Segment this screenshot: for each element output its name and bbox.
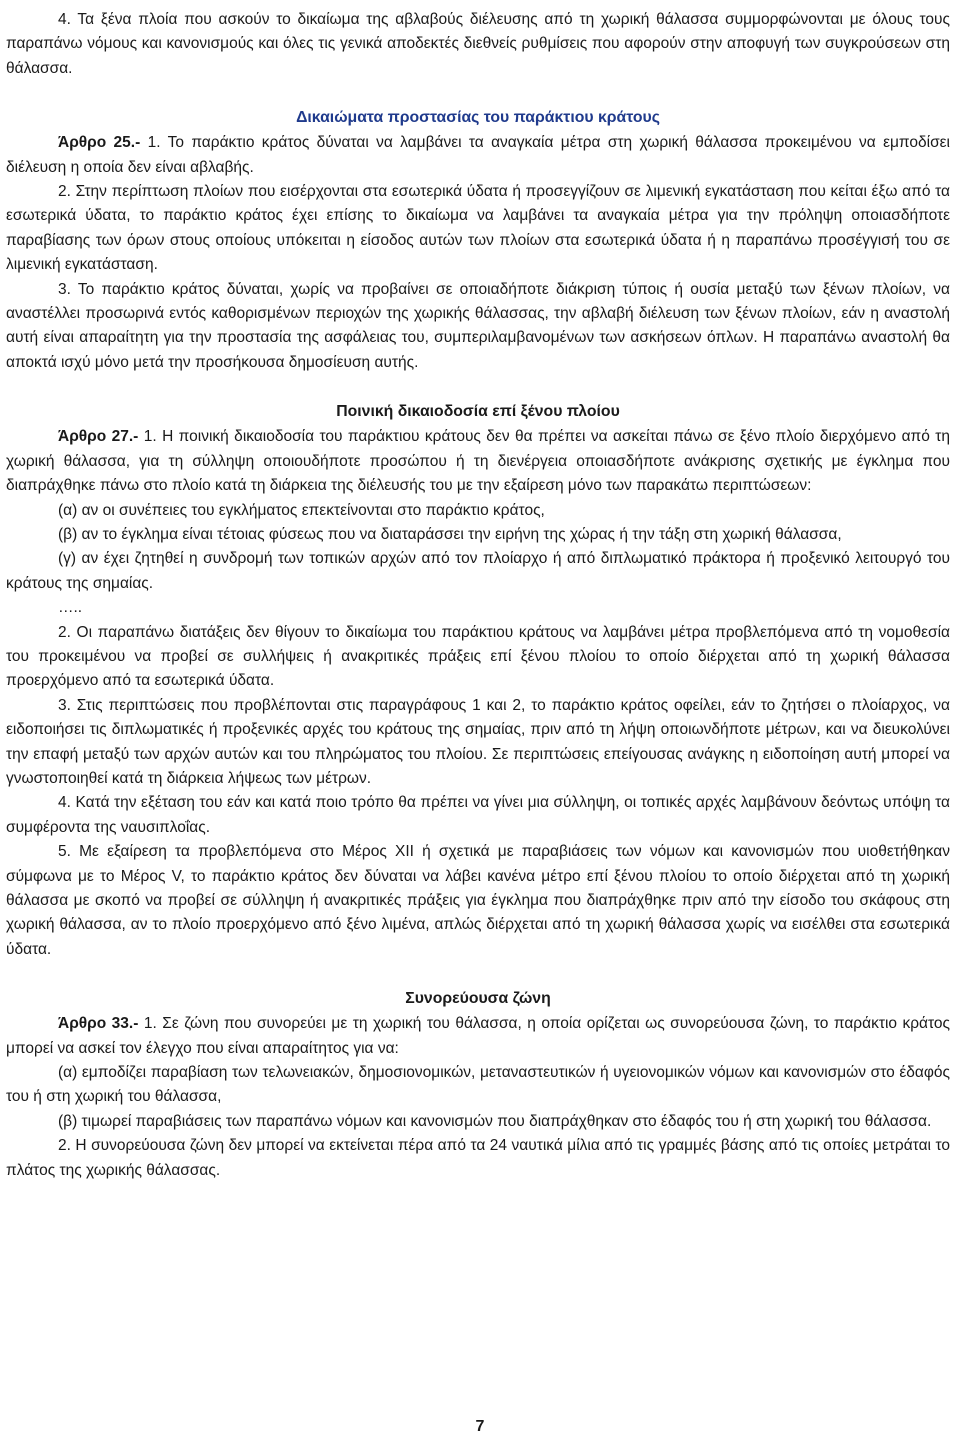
paragraph-intro: 4. Τα ξένα πλοία που ασκούν το δικαίωμα της αβλαβούς διέλευσης από τη χωρική θάλασσα συμμορφώνονται με όλους τους παραπάνω νόμους και κανονισμούς και όλες τις γενικά αποδεκτές διεθνείς ρυθμίσεις που αφορούν στην αποφυγή των συγκρούσεων στη θάλασσα. [6, 11, 950, 77]
article-27-paragraph-2: 2. Οι παραπάνω διατάξεις δεν θίγουν το δικαίωμα του παράκτιου κράτους να λαμβάνει μέτρα προβλεπόμενα από τη νομοθεσία του προκειμένου να προβεί σε συλλήψεις ή ανακριτικές πράξεις επί ξένου πλοίου το οποίο διέρχεται από τη χωρική θάλασσα προερχόμενο από τα εσωτερικά ύδατα. [6, 623, 950, 690]
heading-coastal-protection: Δικαιώματα προστασίας του παράκτιου κράτους [296, 109, 660, 127]
article-25-paragraph-1 [6, 131, 950, 180]
article-27-paragraph-5: 5. Με εξαίρεση τα προβλεπόμενα στο Μέρος XII ή σχετικά με παραβιάσεις των νόμων και κανονισμών που υιοθετήθηκαν σύμφωνα με το Μέρος V, το παράκτιο κράτος δεν δύναται να λάβει κανένα μέτρο επί ξένου πλοίου το οποίο διέρχεται από τη χωρική θάλασσα με σκοπό να προβεί σε σύλληψη ή ανακριτικές πράξεις για έγκλημα που διαπράχθηκε πριν από την είσοδο του σκάφους στη χωρική θάλασσα, αν το πλοίο προερχόμενο από ξένο λιμένα, απλώς διέρχεται από τη χωρική θάλασσα χωρίς να εισέλθει στα εσωτερικά ύδατα. [6, 843, 950, 958]
article-33-p1-text: 1. Σε ζώνη που συνορεύει με τη χωρική του θάλασσα, η οποία ορίζεται ως συνορεύουσα ζώνη, το παράκτιο κράτος μπορεί να ασκεί τον έλεγχο που είναι απαραίτητος για να: [6, 1015, 951, 1057]
article-27-item-c: (γ) αν έχει ζητηθεί η συνδρομή των τοπικών αρχών από τον πλοίαρχο ή από διπλωματικό πράκτορα ή προξενικό λειτουργό του κράτους της σημαίας. [6, 550, 950, 592]
article-27-label: Άρθρο 27.- [58, 428, 139, 446]
article-33-paragraph-1 [6, 1012, 950, 1061]
article-27-paragraph-4: 4. Κατά την εξέταση του εάν και κατά ποιο τρόπο θα πρέπει να γίνει μια σύλληψη, οι τοπικές αρχές λαμβάνουν δεόντως υπόψη τα συμφέροντα της ναυσιπλοΐας. [6, 794, 950, 836]
article-25-paragraph-3: 3. Το παράκτιο κράτος δύναται, χωρίς να προβαίνει σε οποιαδήποτε διάκριση τύποις ή ουσία μεταξύ των ξένων πλοίων, να αναστέλλει προσωρινά εντός καθορισμένων περιοχών της χωρικής θάλασσας, την αβλαβή διέλευση των ξένων πλοίων, εάν η αναστολή αυτή είναι απαραίτητη για την προστασία της ασφάλειας του, συμπεριλαμβανομένων των ασκήσεων όπλων. Η παραπάνω αναστολή θα αποκτά ισχύ μόνο μετά την προσήκουσα δημοσίευση αυτής. [6, 280, 950, 371]
heading-contiguous-zone: Συνορεύουσα ζώνη [405, 990, 551, 1008]
article-33-label: Άρθρο 33.- [58, 1015, 139, 1033]
article-27-p1-text: 1. Η ποινική δικαιοδοσία του παράκτιου κράτους δεν θα πρέπει να ασκείται πάνω σε ξένο πλοίο διερχόμενο από τη χωρική θάλασσα, για τη σύλληψη οποιουδήποτε προσώπου ή τη διενέργεια οποιασδήποτε ανάκρισης σχετικής με έγκλημα που διαπράχθηκε πάνω στο πλοίο κατά τη διάρκεια της διέλευσής του με την εξαίρεση μόνο των παρακάτω περιπτώσεων: [6, 428, 950, 495]
article-25-paragraph-2: 2. Στην περίπτωση πλοίων που εισέρχονται στα εσωτερικά ύδατα ή προσεγγίζουν σε λιμενική εγκατάσταση που κείται έξω από τα εσωτερικά ύδατα, το παράκτιο κράτος έχει επίσης το δικαίωμα να λαμβάνει τα αναγκαία μέτρα για την πρόληψη οποιασδήποτε παραβίασης των όρων στους οποίους υπόκειται η είσοδος αυτών των πλοίων στα εσωτερικά ύδατα ή η παραπάνω προσέγγισή του σε λιμενική εγκατάσταση. [6, 183, 950, 274]
article-33-item-a: (α) εμποδίζει παραβίαση των τελωνειακών, δημοσιονομικών, μεταναστευτικών ή υγειονομικών νόμων και κανονισμών στο έδαφός του ή στη χωρική του θάλασσα, [6, 1064, 950, 1106]
heading-criminal-jurisdiction: Ποινική δικαιοδοσία επί ξένου πλοίου [336, 403, 620, 421]
article-33-item-b: (β) τιμωρεί παραβιάσεις των παραπάνω νόμων και κανονισμών που διαπράχθηκαν στο έδαφός του ή στη χωρική του θάλασσα. [58, 1112, 932, 1130]
article-25-p1-text: 1. Το παράκτιο κράτος δύναται να λαμβάνει τα αναγκαία μέτρα στη χωρική θάλασσα προκειμένου να εμποδίσει διέλευση η οποία δεν είναι αβλαβής. [6, 134, 950, 176]
article-27-item-a: (α) αν οι συνέπειες του εγκλήματος επεκτείνονται στο παράκτιο κράτος, [58, 501, 545, 519]
page-number: 7 [475, 1418, 485, 1435]
ellipsis: ….. [58, 599, 83, 617]
article-27-paragraph-1 [6, 425, 950, 498]
article-27-item-b: (β) αν το έγκλημα είναι τέτοιας φύσεως που να διαταράσσει την ειρήνη της χώρας ή την τάξη στη χωρική θάλασσα, [58, 525, 842, 543]
article-27-paragraph-3: 3. Στις περιπτώσεις που προβλέπονται στις παραγράφους 1 και 2, το παράκτιο κράτος οφείλει, εάν το ζητήσει ο πλοίαρχος, να ειδοποιήσει τις διπλωματικές ή προξενικές αρχές του κράτους της σημαίας, πριν από τη λήψη οποιωνδήποτε μέτρων, και να διευκολύνει την επαφή μεταξύ των αρχών αυτών και του πληρώματος του πλοίου. Σε περιπτώσεις επείγουσας ανάγκης η ειδοποίηση αυτή μπορεί να γνωστοποιηθεί κατά τη διάρκεια λήψεως των μέτρων. [6, 696, 950, 787]
article-33-paragraph-2: 2. Η συνορεύουσα ζώνη δεν μπορεί να εκτείνεται πέρα από τα 24 ναυτικά μίλια από τις γραμμές βάσης από τις οποίες μετράται το πλάτος της χωρικής θάλασσας. [6, 1137, 950, 1179]
article-25-label: Άρθρο 25.- [58, 134, 141, 152]
